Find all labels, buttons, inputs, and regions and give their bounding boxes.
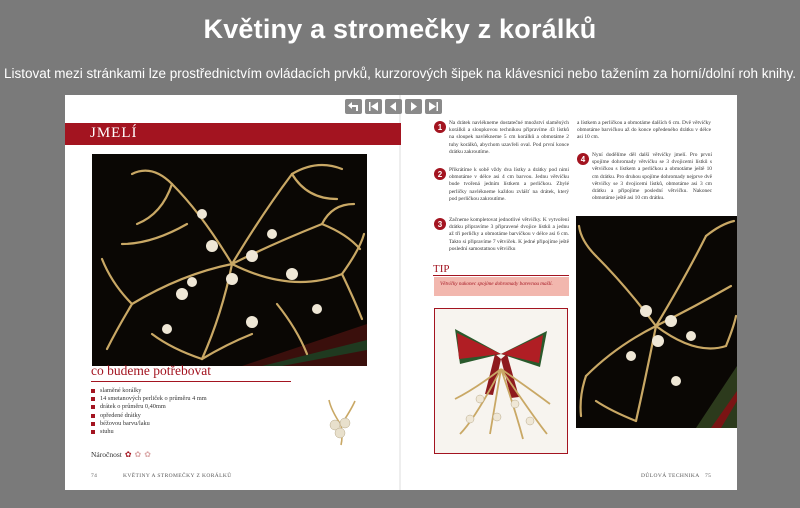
materials-heading: co budeme potřebovat [91, 363, 211, 378]
star-empty-icon: ✿ [144, 450, 151, 459]
footer-right: DŮLOVÁ TECHNIKA [641, 473, 700, 479]
step-text-continued: a lístkem a perličkou a obmotáme dalších 6 cm. Dvě větvičky obmotáme barvičkou až do konce opředeného drátku v délce asi 10 cm. [577, 120, 711, 141]
list-item: béžovou barvu/laku [91, 420, 207, 428]
instructions-text: Listovat mezi stránkami lze prostřednictvím ovládacích prvků, kurzorových šipek na klávesnici nebo tažením za horní/dolní roh knihy. [3, 66, 797, 81]
step-number: 1 [434, 121, 446, 133]
mistletoe-photo [92, 154, 367, 366]
flipbook[interactable] [65, 95, 737, 490]
footer-left: KVĚTINY A STROMEČKY Z KORÁLKŮ [123, 473, 232, 479]
step-number: 4 [577, 153, 589, 165]
difficulty-rating [91, 450, 151, 459]
flipbook-navigation [345, 99, 442, 114]
page-number-right: 75 [705, 473, 712, 479]
first-page-icon[interactable] [365, 99, 382, 114]
tip-box: Větvičky nakonec spojíme dohromady barevnou mašlí. [434, 277, 569, 296]
step-text: Nyní dodělíme děl další větvičky jmelí. Pro první spojíme dohromady větvičku se 3 dvojicemi lístků s větvičkou s lístkem a perličkou a obmotáme ještě 10 cm drátku. Pro druhou spojíme dohromady nejprve dvě větvičky se 3 dvojicemi lístků, obmotáme asi 3 cm drátku a připojíme poslední větvičku. Nakonec obmotáme ještě asi 10 cm drátku. [592, 152, 712, 202]
return-arrow-icon[interactable] [345, 99, 362, 114]
page-number-left: 74 [91, 473, 98, 479]
list-item: 14 smetanových perliček o průměru 4 mm [91, 395, 207, 403]
star-empty-icon: ✿ [134, 450, 142, 459]
step-number: 3 [434, 218, 446, 230]
list-item: slaměné korálky [91, 387, 207, 395]
page-title: Květiny a stromečky z korálků [203, 14, 597, 44]
step-text: Začneme kompletovat jednotlivé větvičky. K vytvoření drátku připravíme 3 připravené dvojice lístků a jednu až tři perličky a obmotáme barvičkou v délce asi 6 cm. Takto si připravíme 7 větviček. K jedné připojíme ještě poslední samostatnou větvičku [449, 217, 569, 252]
next-page-icon[interactable] [405, 99, 422, 114]
divider [91, 381, 291, 382]
materials-list [91, 387, 207, 436]
sprig-photo [321, 395, 361, 447]
step-text: Přikrátíme k sobě vždy dva lístky a drátky pod nimi obmotáme v délce asi 4 cm barvou. Jednu větvičku bude tvořená jedním lístkem a perličkou. Zbylé perličky navlékneme každou zvlášť na drátek, který pod perličkou zakroutíme. [449, 167, 569, 202]
step-number: 2 [434, 168, 446, 180]
star-filled-icon: ✿ [124, 450, 132, 459]
last-page-icon[interactable] [425, 99, 442, 114]
list-item: stuhu [91, 428, 207, 436]
book-spine [399, 95, 401, 490]
mistletoe-detail-photo [576, 216, 737, 428]
list-item: opředené drátky [91, 412, 207, 420]
tip-heading: TIP [433, 263, 450, 275]
divider [433, 275, 569, 276]
previous-page-icon[interactable] [385, 99, 402, 114]
difficulty-label: Náročnost [91, 450, 122, 459]
step-text: Na drátek navlékneme dostatečné množství slaměných korálků a sloupkovou technikou připravíme 43 lístků na sloupek navlékneme 5 cm korálků a obmotáme 2 tuhy korálků, abychom uzavřeli oval. Pod první konce drátku zakroutíme. [449, 120, 569, 155]
chapter-heading: JMELÍ [90, 125, 138, 141]
list-item: drátek o průměru 0,40mm [91, 403, 207, 411]
bow-photo [434, 308, 568, 454]
